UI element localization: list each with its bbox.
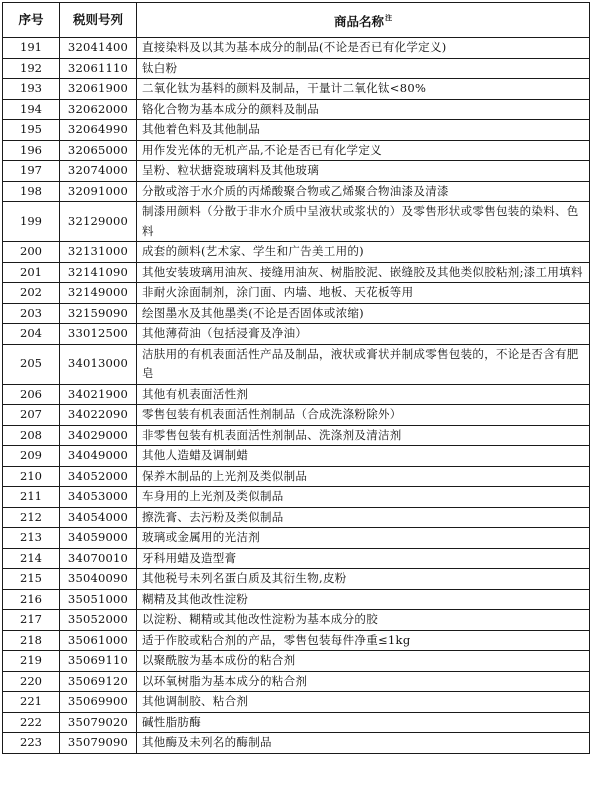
serial-no-cell: 212: [3, 507, 60, 528]
table-header-row: [3, 3, 590, 38]
table-row: [3, 610, 590, 631]
product-name-cell: 以淀粉、糊精或其他改性淀粉为基本成分的胶: [137, 610, 590, 631]
table-row: [3, 651, 590, 672]
table-row: [3, 733, 590, 754]
product-name-cell: 用作发光体的无机产品,不论是否已有化学定义: [137, 140, 590, 161]
serial-no-cell: 194: [3, 99, 60, 120]
product-name-cell: 制漆用颜料（分散于非水介质中呈液状或浆状的）及零售形状或零售包装的染料、色料: [137, 202, 590, 242]
product-name-cell: 糊精及其他改性淀粉: [137, 589, 590, 610]
product-name-cell: 绘图墨水及其他墨类(不论是否固体或浓缩): [137, 303, 590, 324]
tariff-code-cell: 32065000: [60, 140, 137, 161]
table-row: [3, 692, 590, 713]
table-row: [3, 569, 590, 590]
product-name-cell: 牙科用蜡及造型膏: [137, 548, 590, 569]
product-name-cell: 以环氧树脂为基本成分的粘合剂: [137, 671, 590, 692]
serial-no-cell: 217: [3, 610, 60, 631]
tariff-code-cell: 32149000: [60, 283, 137, 304]
product-name-cell: 非零售包装有机表面活性剂制品、洗涤剂及清洁剂: [137, 425, 590, 446]
serial-no-cell: 199: [3, 202, 60, 242]
tariff-code-cell: 32091000: [60, 181, 137, 202]
table-row: [3, 528, 590, 549]
product-name-cell: 洁肤用的有机表面活性产品及制品，液状或膏状并制成零售包装的，不论是否含有肥皂: [137, 344, 590, 384]
table-row: [3, 181, 590, 202]
header-tariff-code: 税则号列: [60, 3, 137, 38]
product-name-cell: 其他人造蜡及调制蜡: [137, 446, 590, 467]
serial-no-cell: 207: [3, 405, 60, 426]
table-row: [3, 140, 590, 161]
tariff-code-cell: 35069900: [60, 692, 137, 713]
tariff-code-cell: 34013000: [60, 344, 137, 384]
serial-no-cell: 204: [3, 324, 60, 345]
serial-no-cell: 220: [3, 671, 60, 692]
product-name-cell: 其他薄荷油（包括浸膏及净油）: [137, 324, 590, 345]
product-name-cell: 其他有机表面活性剂: [137, 384, 590, 405]
tariff-table: [2, 2, 590, 754]
tariff-code-cell: 32074000: [60, 161, 137, 182]
tariff-code-cell: 34029000: [60, 425, 137, 446]
table-row: [3, 161, 590, 182]
header-product-name-label: 商品名称: [333, 14, 384, 29]
table-row: [3, 630, 590, 651]
table-row: [3, 58, 590, 79]
serial-no-cell: 218: [3, 630, 60, 651]
tariff-code-cell: 35079020: [60, 712, 137, 733]
tariff-code-cell: 32062000: [60, 99, 137, 120]
serial-no-cell: 201: [3, 262, 60, 283]
product-name-cell: 铬化合物为基本成分的颜料及制品: [137, 99, 590, 120]
table-row: [3, 712, 590, 733]
serial-no-cell: 210: [3, 466, 60, 487]
serial-no-cell: 197: [3, 161, 60, 182]
product-name-cell: 其他安装玻璃用油灰、接缝用油灰、树脂胶泥、嵌缝胶及其他类似胶粘剂;漆工用填料: [137, 262, 590, 283]
product-name-cell: 呈粉、粒状搪瓷玻璃料及其他玻璃: [137, 161, 590, 182]
serial-no-cell: 198: [3, 181, 60, 202]
tariff-code-cell: 32064990: [60, 120, 137, 141]
tariff-code-cell: 35052000: [60, 610, 137, 631]
product-name-cell: 其他酶及未列名的酶制品: [137, 733, 590, 754]
tariff-code-cell: 34059000: [60, 528, 137, 549]
serial-no-cell: 202: [3, 283, 60, 304]
tariff-code-cell: 35061000: [60, 630, 137, 651]
serial-no-cell: 222: [3, 712, 60, 733]
serial-no-cell: 191: [3, 38, 60, 59]
tariff-code-cell: 32159090: [60, 303, 137, 324]
tariff-code-cell: 34054000: [60, 507, 137, 528]
tariff-code-cell: 35079090: [60, 733, 137, 754]
table-row: [3, 283, 590, 304]
table-row: [3, 425, 590, 446]
table-body: [3, 38, 590, 754]
serial-no-cell: 219: [3, 651, 60, 672]
table-row: [3, 548, 590, 569]
table-row: [3, 99, 590, 120]
tariff-code-cell: 35040090: [60, 569, 137, 590]
product-name-cell: 二氧化钛为基料的颜料及制品，干量计二氧化钛<80%: [137, 79, 590, 100]
product-name-cell: 玻璃或金属用的光洁剂: [137, 528, 590, 549]
serial-no-cell: 200: [3, 242, 60, 263]
table-row: [3, 507, 590, 528]
serial-no-cell: 216: [3, 589, 60, 610]
table-row: [3, 79, 590, 100]
table-row: [3, 324, 590, 345]
header-serial-no: 序号: [3, 3, 60, 38]
tariff-code-cell: 32131000: [60, 242, 137, 263]
table-row: [3, 487, 590, 508]
tariff-code-cell: 32129000: [60, 202, 137, 242]
product-name-cell: 擦洗膏、去污粉及类似制品: [137, 507, 590, 528]
product-name-cell: 直接染料及以其为基本成分的制品(不论是否已有化学定义): [137, 38, 590, 59]
tariff-code-cell: 32141090: [60, 262, 137, 283]
product-name-cell: 以聚酰胺为基本成份的粘合剂: [137, 651, 590, 672]
table-row: [3, 384, 590, 405]
tariff-code-cell: 32041400: [60, 38, 137, 59]
serial-no-cell: 205: [3, 344, 60, 384]
table-row: [3, 446, 590, 467]
product-name-cell: 非耐火涂面制剂，涂门面、内墙、地板、天花板等用: [137, 283, 590, 304]
tariff-code-cell: 34052000: [60, 466, 137, 487]
serial-no-cell: 211: [3, 487, 60, 508]
product-name-cell: 其他着色料及其他制品: [137, 120, 590, 141]
table-row: [3, 405, 590, 426]
serial-no-cell: 223: [3, 733, 60, 754]
table-row: [3, 671, 590, 692]
tariff-code-cell: 32061900: [60, 79, 137, 100]
tariff-code-cell: 35069120: [60, 671, 137, 692]
product-name-cell: 其他调制胶、粘合剂: [137, 692, 590, 713]
tariff-code-cell: 34021900: [60, 384, 137, 405]
product-name-cell: 碱性脂肪酶: [137, 712, 590, 733]
tariff-code-cell: 32061110: [60, 58, 137, 79]
product-name-cell: 零售包装有机表面活性剂制品（合成洗涤粉除外）: [137, 405, 590, 426]
serial-no-cell: 215: [3, 569, 60, 590]
table-row: [3, 120, 590, 141]
product-name-cell: 保养木制品的上光剂及类似制品: [137, 466, 590, 487]
serial-no-cell: 209: [3, 446, 60, 467]
serial-no-cell: 193: [3, 79, 60, 100]
serial-no-cell: 214: [3, 548, 60, 569]
serial-no-cell: 192: [3, 58, 60, 79]
product-name-cell: 钛白粉: [137, 58, 590, 79]
table-row: [3, 589, 590, 610]
tariff-code-cell: 34022090: [60, 405, 137, 426]
tariff-code-cell: 35069110: [60, 651, 137, 672]
tariff-code-cell: 34070010: [60, 548, 137, 569]
product-name-cell: 车身用的上光剂及类似制品: [137, 487, 590, 508]
tariff-code-cell: 34053000: [60, 487, 137, 508]
serial-no-cell: 213: [3, 528, 60, 549]
table-row: [3, 466, 590, 487]
serial-no-cell: 208: [3, 425, 60, 446]
tariff-code-cell: 35051000: [60, 589, 137, 610]
product-name-cell: 成套的颜料(艺术家、学生和广告美工用的): [137, 242, 590, 263]
serial-no-cell: 196: [3, 140, 60, 161]
header-note-mark: 注: [385, 14, 392, 22]
tariff-code-cell: 34049000: [60, 446, 137, 467]
table-row: [3, 262, 590, 283]
serial-no-cell: 206: [3, 384, 60, 405]
product-name-cell: 适于作胶或粘合剂的产品，零售包装每件净重≤1kg: [137, 630, 590, 651]
product-name-cell: 分散或溶于水介质的丙烯酸聚合物或乙烯聚合物油漆及清漆: [137, 181, 590, 202]
product-name-cell: 其他税号未列名蛋白质及其衍生物,皮粉: [137, 569, 590, 590]
header-product-name: [137, 3, 590, 38]
table-row: [3, 344, 590, 384]
table-row: [3, 202, 590, 242]
serial-no-cell: 203: [3, 303, 60, 324]
tariff-code-cell: 33012500: [60, 324, 137, 345]
table-row: [3, 303, 590, 324]
serial-no-cell: 221: [3, 692, 60, 713]
serial-no-cell: 195: [3, 120, 60, 141]
table-row: [3, 38, 590, 59]
table-row: [3, 242, 590, 263]
